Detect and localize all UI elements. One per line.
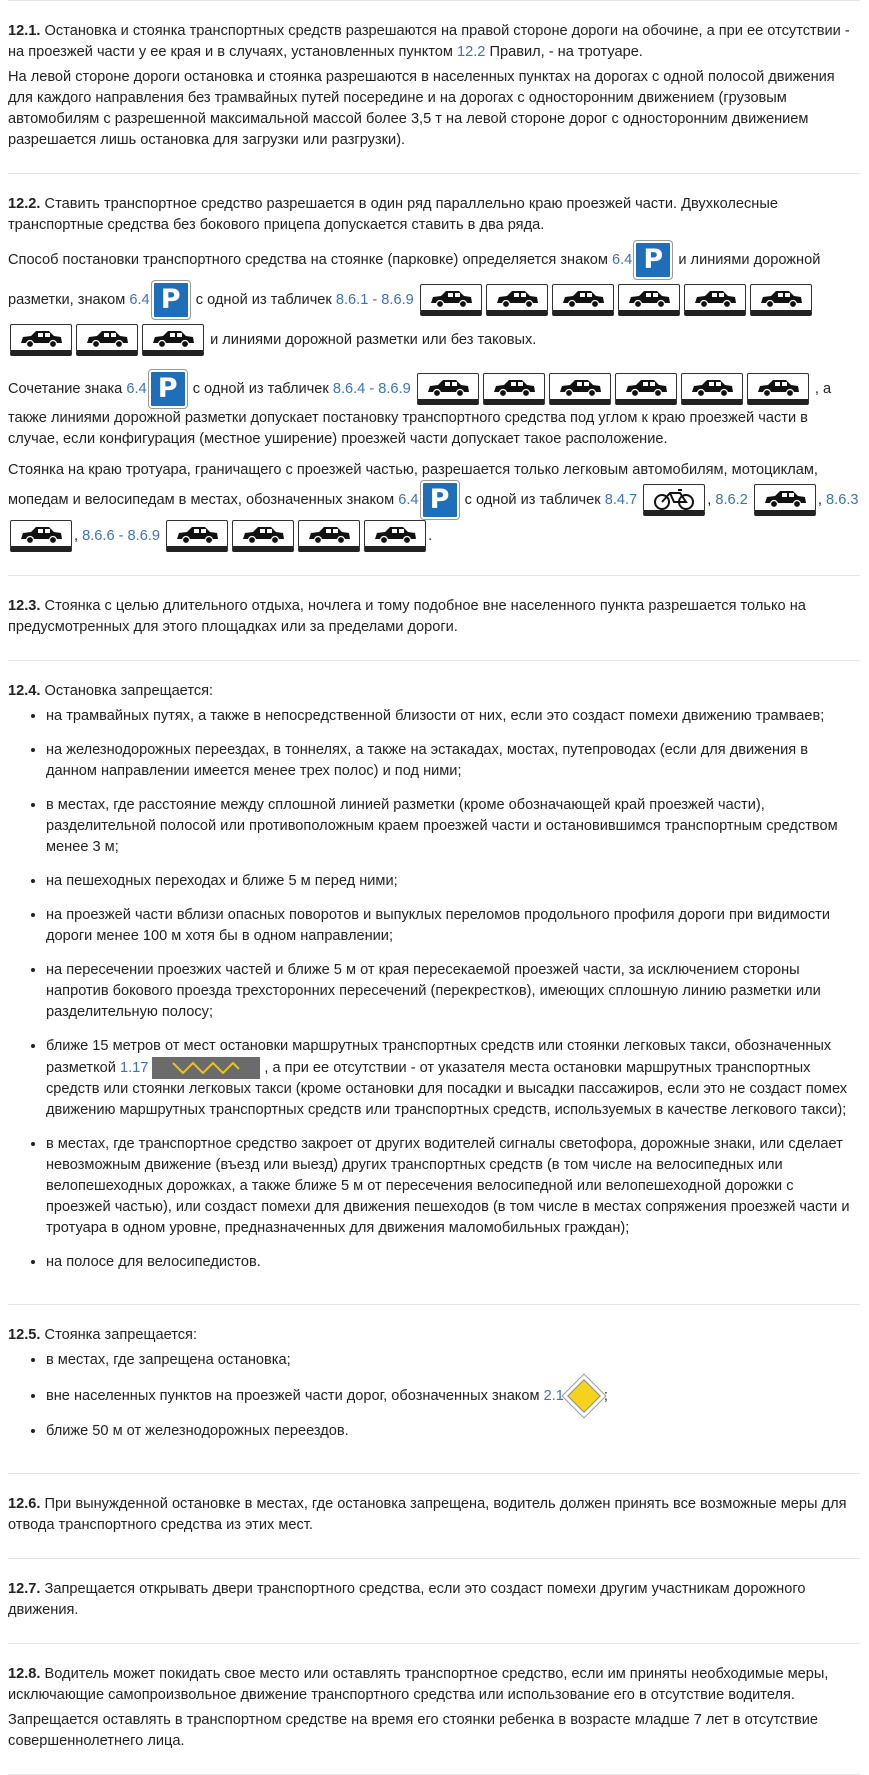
paragraph: Запрещается оставлять в транспортном средстве на время его стоянки ребенка в возрасте младше 7 лет в отсутствие совершеннолетнего лица. xyxy=(8,1712,819,1749)
paragraph xyxy=(8,681,860,702)
section-12-4 xyxy=(8,660,860,1304)
text: Правил, - на тротуаре. xyxy=(489,44,643,60)
clause-number: 12.4. xyxy=(8,683,41,699)
car-position-plate-icon xyxy=(166,520,228,552)
car-position-plate-icon xyxy=(750,284,812,316)
clause-number: 12.8. xyxy=(8,1666,41,1682)
parking-sign-icon: P xyxy=(634,241,672,279)
paragraph xyxy=(8,596,860,638)
text: Остановка запрещается: xyxy=(44,683,214,699)
car-position-plate-icon xyxy=(10,324,72,356)
text: Стоянка запрещается: xyxy=(44,1327,198,1343)
list-item: • на пересечении проезжих частей и ближе 5 м от края пересекаемой проезжей части, за исключением стороны напротив бокового проезда трехсторонних пересечений (перекрестков), имеющих сплошную линию разметки или разделительную полосу; xyxy=(46,960,860,1023)
paragraph xyxy=(8,1579,860,1621)
text: ближе 15 метров от мест остановки маршрутных транспортных средств или стоянки легковых такси, обозначенных разметкой xyxy=(46,1038,832,1076)
link-plate-8-4-7[interactable]: 8.4.7 xyxy=(604,491,638,508)
list-item: • в местах, где расстояние между сплошной линией разметки (кроме обозначающей край проезжей части), разделительной полосой или противоположным краем проезжей части и остановившимся транспортным средством менее 3 м; xyxy=(46,795,860,858)
parking-sign-icon: P xyxy=(152,281,190,319)
car-position-plate-icon xyxy=(420,284,482,316)
text: , а при ее отсутствии - от указателя места остановки маршрутных транспортных средств или стоянки легковых такси (кроме остановки для посадки и высадки пассажиров, если это не создаст помех движению маршрутных транспортных средств или транспортных средств, используемых в качестве легкового такси); xyxy=(46,1059,848,1118)
text: вне населенных пунктов на проезжей части дорог, обозначенных знаком xyxy=(46,1387,540,1404)
list-item: • на полосе для велосипедистов. xyxy=(46,1252,860,1273)
car-position-plate-icon xyxy=(76,324,138,356)
link-plates-8-6-4[interactable]: 8.6.4 - 8.6.9 xyxy=(332,380,411,397)
text: , xyxy=(707,491,712,508)
car-position-plate-icon xyxy=(747,373,809,405)
section-12-5 xyxy=(8,1304,860,1473)
prohibition-list xyxy=(8,1350,860,1442)
text: Стоянка с целью длительного отдыха, ночлега и тому подобное вне населенного пункта разрешается только на предусмотренных для этого площадках или за пределами дороги. xyxy=(8,598,806,635)
list-item: • на проезжей части вблизи опасных поворотов и выпуклых переломов продольного профиля дороги при видимости дороги менее 100 м хотя бы в одном направлении; xyxy=(46,905,860,947)
text: При вынужденной остановке в местах, где остановка запрещена, водитель должен принять все возможные меры для отвода транспортного средства из этих мест. xyxy=(8,1496,847,1533)
prohibition-list xyxy=(8,706,860,1273)
paragraph xyxy=(8,1325,860,1346)
bicycle-plate-icon xyxy=(643,484,705,516)
paragraph xyxy=(8,370,860,450)
clause-number: 12.2. xyxy=(8,196,41,212)
main-road-diamond-icon xyxy=(567,1379,601,1413)
car-position-plate-icon xyxy=(618,284,680,316)
list-item: • ближе 50 м от железнодорожных переездов. xyxy=(46,1421,860,1442)
section-12-8 xyxy=(8,1643,860,1775)
text: ; xyxy=(603,1387,608,1404)
car-position-plate-icon xyxy=(486,284,548,316)
link-marking-1-17[interactable]: 1.17 xyxy=(120,1059,149,1076)
link-sign-6-4[interactable]: 6.4 xyxy=(129,292,150,308)
section-12-6 xyxy=(8,1473,860,1558)
link-plate-8-6-2[interactable]: 8.6.2 xyxy=(715,491,748,508)
list-item: • на пешеходных переходах и ближе 5 м перед ними; xyxy=(46,871,860,892)
clause-number: 12.6. xyxy=(8,1496,41,1512)
section-12-1 xyxy=(8,0,860,173)
zigzag-marking-icon xyxy=(152,1057,260,1079)
list-item: • в местах, где транспортное средство закроет от других водителей сигналы светофора, дорожные знаки, или сделает невозможным движение (въезд или выезд) других транспортных средств (в том числе на велосипедных или велопешеходных дорожках, а также ближе 5 м от пересечения велосипедной или велопешеходной дорожки с проезжей частью), или создаст помехи для движения пешеходов (в том числе в местах сопряжения проезжей части и тротуара в одном уровне, предназначенных для движения маломобильных граждан); xyxy=(46,1134,860,1239)
car-position-plate-icon xyxy=(754,484,816,516)
clause-number: 12.7. xyxy=(8,1581,41,1597)
car-position-plate-icon xyxy=(232,520,294,552)
car-position-plate-icon xyxy=(142,324,204,356)
link-sign-6-4[interactable]: 6.4 xyxy=(126,380,147,397)
paragraph: На левой стороне дороги остановка и стоянка разрешаются в населенных пунктах на дорогах с одной полосой движения для каждого направления без трамвайных путей посередине и на дорогах с односторонним движением (грузовым автомобилям с разрешенной максимальной массой более 3,5 т на левой стороне дорог с односторонним движением разрешается лишь остановка для загрузки или разгрузки). xyxy=(8,69,835,148)
text: Сочетание знака xyxy=(8,380,123,397)
text: Стоянка на краю тротуара, граничащего с проезжей частью, разрешается только легковым автомобилям, мотоциклам, мопедам и велосипедам в местах, обозначенных знаком xyxy=(8,462,818,508)
text: с одной из табличек xyxy=(195,292,332,308)
text: Запрещается открывать двери транспортного средства, если это создаст помехи другим участникам дорожного движения. xyxy=(8,1581,806,1618)
link-12-2[interactable]: 12.2 xyxy=(457,44,486,60)
link-plates-8-6-1[interactable]: 8.6.1 - 8.6.9 xyxy=(335,292,414,308)
list-item xyxy=(46,1384,860,1408)
car-position-plate-icon xyxy=(684,284,746,316)
text: Ставить транспортное средство разрешается в один ряд параллельно краю проезжей части. Двухколесные транспортные средства без бокового прицепа допускается ставить в два ряда. xyxy=(8,196,778,233)
text: . xyxy=(428,527,433,544)
text: с одной из табличек xyxy=(192,380,329,397)
text: и линиями дорожной разметки, знаком xyxy=(8,252,821,308)
link-sign-6-4[interactable]: 6.4 xyxy=(398,491,419,508)
car-position-plate-icon xyxy=(552,284,614,316)
car-position-plate-icon xyxy=(10,520,72,552)
parking-sign-icon: P xyxy=(149,370,187,408)
text: , xyxy=(817,491,822,508)
car-position-plate-icon xyxy=(615,373,677,405)
car-position-plate-icon xyxy=(483,373,545,405)
paragraph xyxy=(8,21,860,63)
link-sign-2-1[interactable]: 2.1 xyxy=(543,1387,564,1404)
text: Водитель может покидать свое место или оставлять транспортное средство, если им приняты необходимые меры, исключающие самопроизвольное движение транспортного средства или использование его в отсутствие водителя. xyxy=(8,1666,829,1703)
text: , а также линиями дорожной разметки допускает постановку транспортного средства под углом к краю проезжей части в случае, если конфигурация (местное уширение) проезжей части допускает такое расположение. xyxy=(8,380,832,447)
section-12-7 xyxy=(8,1558,860,1643)
car-position-plate-icon xyxy=(417,373,479,405)
clause-number: 12.5. xyxy=(8,1327,41,1343)
link-plate-8-6-3[interactable]: 8.6.3 xyxy=(826,491,859,508)
paragraph xyxy=(8,460,860,553)
car-position-plate-icon xyxy=(298,520,360,552)
text: с одной из табличек xyxy=(464,491,601,508)
section-12-3 xyxy=(8,575,860,660)
paragraph xyxy=(8,1664,860,1706)
text: , xyxy=(74,527,79,544)
clause-number: 12.1. xyxy=(8,23,41,39)
link-plates-8-6-6[interactable]: 8.6.6 - 8.6.9 xyxy=(82,527,161,544)
list-item: • в местах, где запрещена остановка; xyxy=(46,1350,860,1371)
list-item: • на трамвайных путях, а также в непосредственной близости от них, если это создаст помехи движению трамваев; xyxy=(46,706,860,727)
car-position-plate-icon xyxy=(681,373,743,405)
paragraph xyxy=(8,1494,860,1536)
paragraph xyxy=(8,240,860,360)
car-position-plate-icon xyxy=(549,373,611,405)
list-item: • на железнодорожных переездах, в тоннелях, а также на эстакадах, мостах, путепроводах (если для движения в данном направлении имеется менее трех полос) и под ними; xyxy=(46,740,860,782)
list-item xyxy=(46,1036,860,1121)
section-12-2 xyxy=(8,173,860,575)
paragraph xyxy=(8,194,860,236)
car-position-plate-icon xyxy=(364,520,426,552)
link-sign-6-4[interactable]: 6.4 xyxy=(611,252,633,268)
text: Остановка и стоянка транспортных средств разрешаются на правой стороне дороги на обочине, а при ее отсутствии - на проезжей части у ее края и в случаях, установленных пунктом xyxy=(8,23,850,60)
text: Способ постановки транспортного средства на стоянке (парковке) определяется знаком xyxy=(8,252,608,268)
text: и линиями дорожной разметки или без таковых. xyxy=(210,332,537,348)
parking-sign-icon: P xyxy=(421,481,459,519)
clause-number: 12.3. xyxy=(8,598,41,614)
